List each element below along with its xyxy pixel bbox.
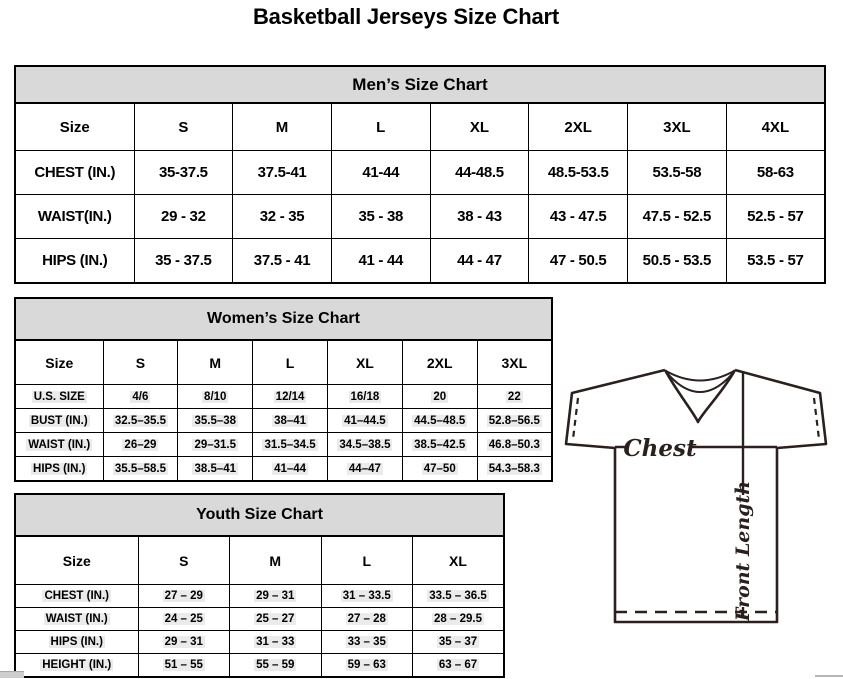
- row-label: CHEST (IN.): [44, 590, 110, 602]
- value-cell: 44-48.5: [430, 151, 529, 195]
- value-cell: 52.5 - 57: [726, 195, 825, 239]
- sleeve-cuff-dashed-line: [814, 398, 819, 439]
- cell-value: 25 – 27: [256, 613, 295, 625]
- value-cell: [402, 385, 477, 409]
- cell-value: 52.8–56.5: [488, 414, 540, 427]
- row-label-cell: [15, 608, 138, 631]
- size-header-cell: L: [253, 340, 328, 385]
- value-cell: [230, 654, 322, 678]
- value-cell: [321, 608, 413, 631]
- row-label-cell: WAIST(IN.): [15, 195, 134, 239]
- cell-value: 26–29: [124, 438, 157, 451]
- value-cell: 41 - 44: [331, 239, 430, 284]
- cell-value: 46.8–50.3: [488, 438, 540, 451]
- value-cell: 43 - 47.5: [529, 195, 628, 239]
- value-cell: [413, 654, 505, 678]
- size-header-cell: Size: [15, 340, 103, 385]
- cell-value: 41–44.5: [344, 414, 386, 427]
- cell-value: 59 – 63: [347, 659, 386, 671]
- womens-table-title: Women’s Size Chart: [15, 298, 552, 340]
- value-cell: [230, 608, 322, 631]
- row-label: WAIST (IN.): [28, 438, 91, 451]
- value-cell: 38 - 43: [430, 195, 529, 239]
- cell-value: 27 – 29: [164, 590, 203, 602]
- value-cell: 35 - 38: [331, 195, 430, 239]
- jersey-diagram: [556, 364, 828, 626]
- youth-table-title: Youth Size Chart: [15, 494, 504, 536]
- value-cell: [477, 385, 552, 409]
- value-cell: [178, 409, 253, 433]
- cell-value: 35.5–38: [194, 414, 237, 427]
- size-header-cell: S: [134, 103, 233, 151]
- row-label-cell: [15, 585, 138, 608]
- value-cell: [327, 409, 402, 433]
- value-cell: [413, 608, 505, 631]
- mens-table-title: Men’s Size Chart: [15, 66, 825, 103]
- size-header-cell: XL: [327, 340, 402, 385]
- front-length-label-group: [730, 481, 754, 622]
- value-cell: [230, 585, 322, 608]
- value-cell: 47 - 50.5: [529, 239, 628, 284]
- value-cell: [138, 585, 230, 608]
- size-header-cell: Size: [15, 536, 138, 585]
- size-header-cell: S: [103, 340, 178, 385]
- value-cell: [138, 654, 230, 678]
- cell-value: 16/18: [350, 390, 380, 403]
- row-label-cell: HIPS (IN.): [15, 239, 134, 284]
- row-label: HEIGHT (IN.): [42, 659, 112, 671]
- womens-size-chart: [14, 297, 553, 482]
- row-label-cell: CHEST (IN.): [15, 151, 134, 195]
- jersey-outline: [566, 370, 826, 622]
- cell-value: 41–44: [274, 462, 307, 475]
- value-cell: 48.5-53.5: [529, 151, 628, 195]
- value-cell: [103, 433, 178, 457]
- cell-value: 38–41: [274, 414, 307, 427]
- value-cell: [477, 457, 552, 482]
- size-header-cell: 2XL: [402, 340, 477, 385]
- value-cell: [402, 409, 477, 433]
- table-row: [15, 433, 552, 457]
- value-cell: [103, 457, 178, 482]
- page-title: Basketball Jerseys Size Chart: [252, 4, 560, 29]
- chest-label: Chest: [623, 435, 697, 462]
- value-cell: 37.5 - 41: [233, 239, 332, 284]
- table-row: [15, 385, 552, 409]
- cell-value: 32.5–35.5: [114, 414, 166, 427]
- jersey-vneck-outline: [665, 370, 735, 422]
- table-title-row: [15, 298, 552, 340]
- value-cell: [138, 608, 230, 631]
- cell-value: 24 – 25: [164, 613, 203, 625]
- cell-value: 55 – 59: [256, 659, 295, 671]
- value-cell: [178, 433, 253, 457]
- value-cell: 44 - 47: [430, 239, 529, 284]
- mens-size-chart: [14, 65, 826, 284]
- cell-value: 35 – 37: [438, 636, 478, 648]
- header-row: [15, 340, 552, 385]
- row-label: U.S. SIZE: [33, 390, 85, 403]
- value-cell: [321, 631, 413, 654]
- header-row: [15, 103, 825, 151]
- size-header-cell: L: [321, 536, 413, 585]
- youth-size-table: [14, 493, 505, 678]
- cell-value: 29–31.5: [194, 438, 237, 451]
- cell-value: 8/10: [204, 390, 227, 403]
- cell-value: 27 – 28: [347, 613, 386, 625]
- row-label-cell: [15, 433, 103, 457]
- table-row: [15, 631, 504, 654]
- cell-value: 31 – 33.5: [342, 590, 391, 602]
- size-header-cell: S: [138, 536, 230, 585]
- row-label-cell: [15, 409, 103, 433]
- cell-value: 31.5–34.5: [264, 438, 316, 451]
- size-header-cell: 3XL: [628, 103, 727, 151]
- value-cell: 58-63: [726, 151, 825, 195]
- womens-size-table: [14, 297, 553, 482]
- cell-value: 12/14: [275, 390, 305, 403]
- row-label: BUST (IN.): [30, 414, 88, 427]
- jersey-collar-rib-arc: [666, 371, 734, 381]
- row-label: HIPS (IN.): [50, 636, 103, 648]
- row-label-cell: [15, 457, 103, 482]
- size-header-cell: XL: [413, 536, 505, 585]
- value-cell: [327, 385, 402, 409]
- sleeve-cuff-dashed-line: [573, 398, 578, 439]
- value-cell: 50.5 - 53.5: [628, 239, 727, 284]
- cell-value: 33 – 35: [347, 636, 386, 648]
- cell-value: 4/6: [132, 390, 149, 403]
- value-cell: [477, 409, 552, 433]
- table-title-row: [15, 66, 825, 103]
- value-cell: [327, 457, 402, 482]
- value-cell: [402, 457, 477, 482]
- cell-value: 35.5–58.5: [114, 462, 166, 475]
- cell-value: 47–50: [423, 462, 456, 475]
- horizontal-scrollbar-thumb[interactable]: [0, 671, 24, 678]
- value-cell: 29 - 32: [134, 195, 233, 239]
- value-cell: [138, 631, 230, 654]
- size-header-cell: M: [230, 536, 322, 585]
- header-row: [15, 536, 504, 585]
- size-header-cell: Size: [15, 103, 134, 151]
- value-cell: [321, 585, 413, 608]
- cell-value: 44–47: [348, 462, 381, 475]
- value-cell: [230, 631, 322, 654]
- cell-value: 38.5–41: [194, 462, 237, 475]
- value-cell: [253, 385, 328, 409]
- value-cell: [253, 433, 328, 457]
- value-cell: 37.5-41: [233, 151, 332, 195]
- size-header-cell: M: [233, 103, 332, 151]
- table-row: [15, 457, 552, 482]
- value-cell: 53.5-58: [628, 151, 727, 195]
- value-cell: [253, 457, 328, 482]
- size-header-cell: 4XL: [726, 103, 825, 151]
- size-header-cell: 2XL: [529, 103, 628, 151]
- front-length-label: Front Length: [732, 480, 754, 622]
- value-cell: [402, 433, 477, 457]
- cell-value: 20: [433, 390, 447, 403]
- mens-size-table: [14, 65, 826, 284]
- cell-value: 44.5–48.5: [414, 414, 466, 427]
- cell-value: 29 – 31: [256, 590, 295, 602]
- table-row: [15, 654, 504, 678]
- value-cell: [253, 409, 328, 433]
- table-row: [15, 151, 825, 195]
- row-label-cell: [15, 631, 138, 654]
- cell-value: 33.5 – 36.5: [429, 590, 487, 602]
- value-cell: [477, 433, 552, 457]
- value-cell: [178, 385, 253, 409]
- cell-value: 31 – 33: [256, 636, 295, 648]
- value-cell: 41-44: [331, 151, 430, 195]
- value-cell: [178, 457, 253, 482]
- value-cell: [413, 631, 505, 654]
- cell-value: 28 – 29.5: [434, 613, 482, 625]
- row-label: WAIST (IN.): [45, 613, 108, 625]
- row-label-cell: [15, 654, 138, 678]
- value-cell: 35 - 37.5: [134, 239, 233, 284]
- value-cell: [413, 585, 505, 608]
- value-cell: 32 - 35: [233, 195, 332, 239]
- value-cell: [321, 654, 413, 678]
- size-header-cell: 3XL: [477, 340, 552, 385]
- table-row: [15, 585, 504, 608]
- row-label-cell: [15, 385, 103, 409]
- cell-value: 51 – 55: [164, 659, 203, 671]
- row-label: HIPS (IN.): [33, 462, 86, 475]
- table-row: [15, 239, 825, 284]
- value-cell: 53.5 - 57: [726, 239, 825, 284]
- size-header-cell: L: [331, 103, 430, 151]
- size-header-cell: M: [178, 340, 253, 385]
- cell-value: 34.5–38.5: [339, 438, 391, 451]
- cell-value: 54.3–58.3: [488, 462, 540, 475]
- value-cell: [103, 409, 178, 433]
- value-cell: [103, 385, 178, 409]
- cell-value: 29 – 31: [164, 636, 203, 648]
- table-title-row: [15, 494, 504, 536]
- value-cell: 47.5 - 52.5: [628, 195, 727, 239]
- cell-value: 38.5–42.5: [414, 438, 466, 451]
- table-row: [15, 195, 825, 239]
- horizontal-scrollbar-track-fragment[interactable]: [815, 675, 843, 677]
- cell-value: 63 – 67: [438, 659, 478, 671]
- youth-size-chart: [14, 493, 505, 678]
- table-row: [15, 409, 552, 433]
- value-cell: [327, 433, 402, 457]
- table-row: [15, 608, 504, 631]
- cell-value: 22: [507, 390, 521, 403]
- size-header-cell: XL: [430, 103, 529, 151]
- value-cell: 35-37.5: [134, 151, 233, 195]
